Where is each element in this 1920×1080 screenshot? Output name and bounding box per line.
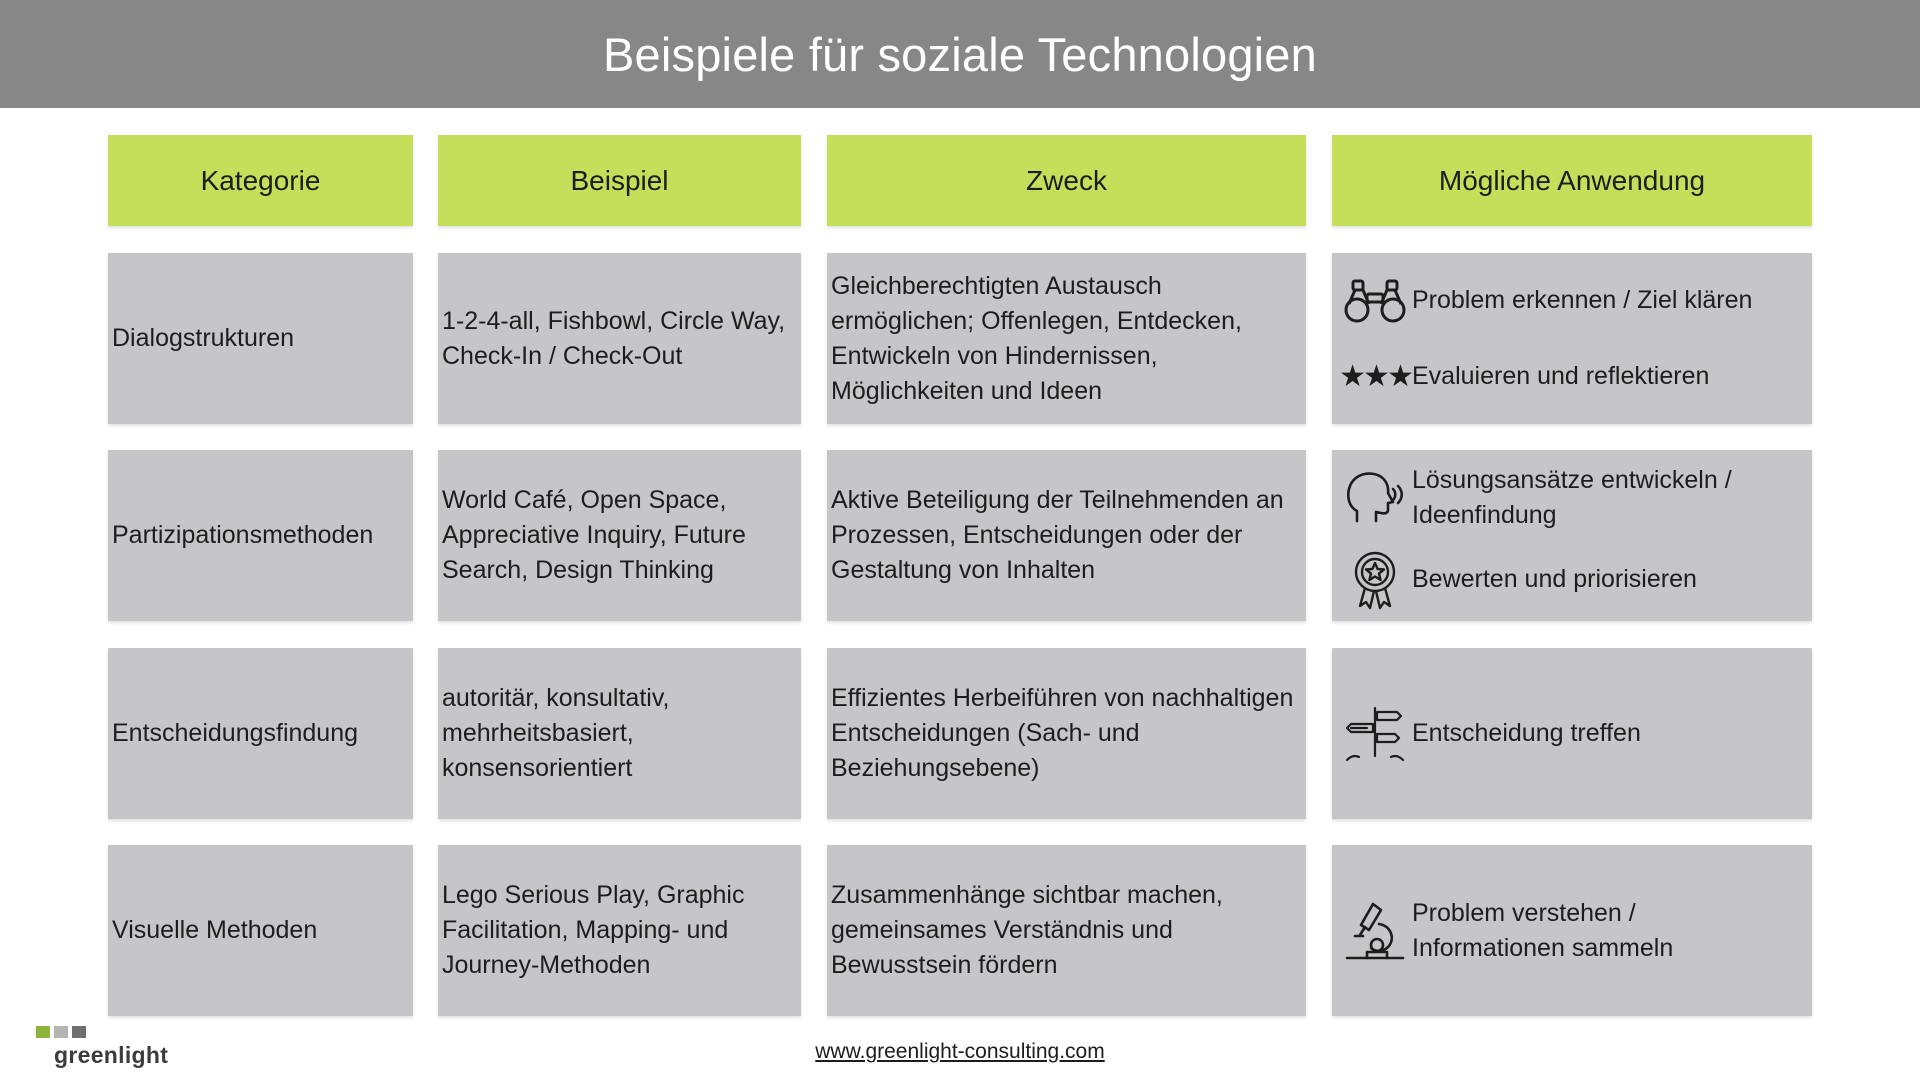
row-3-anwendung [1332, 648, 1812, 819]
beispiel-text: autoritär, konsultativ, mehrheitsbasiert, konsensorientiert [442, 684, 670, 782]
beispiel-text: World Café, Open Space, Appreciative Inquiry, Future Search, Design Thinking [442, 486, 746, 584]
kategorie-text: Partizipationsmethoden [112, 521, 374, 549]
kategorie-text: Entscheidungsfindung [112, 719, 359, 747]
row-3-beispiel [438, 648, 801, 819]
anwendung-label: Lösungsansätze entwickeln / Ideenfindung [1412, 465, 1732, 529]
anwendung-item [1338, 551, 1812, 609]
column-header-label: Beispiel [570, 165, 669, 196]
website-link[interactable]: www.greenlight-consulting.com [815, 1040, 1105, 1063]
logo-square [54, 1026, 68, 1038]
anwendung-label: Entscheidung treffen [1412, 719, 1641, 747]
column-header-kategorie [108, 135, 413, 226]
anwendung-label: Bewerten und priorisieren [1412, 565, 1697, 593]
anwendung-item [1338, 348, 1812, 406]
row-1-beispiel [438, 253, 801, 424]
column-header-beispiel [438, 135, 801, 226]
row-1-anwendung [1332, 253, 1812, 424]
zweck-text: Gleichberechtigten Austausch ermöglichen; Offenlegen, Entdecken, Entwickeln von Hindernissen, Möglichkeiten und Ideen [831, 271, 1242, 405]
anwendung-item [1338, 705, 1812, 763]
row-4-anwendung [1332, 845, 1812, 1016]
page-title: Beispiele für soziale Technologien [602, 27, 1317, 81]
anwendung-item [1338, 463, 1812, 533]
column-header-label: Zweck [1026, 165, 1107, 196]
award-badge-icon [1338, 551, 1412, 609]
zweck-text: Zusammenhänge sichtbar machen, gemeinsames Verständnis und Bewusstsein fördern [831, 881, 1223, 979]
beispiel-text: 1-2-4-all, Fishbowl, Circle Way, Check-In / Check-Out [442, 306, 786, 370]
anwendung-item [1338, 272, 1812, 330]
anwendung-label: Problem verstehen / Informationen sammeln [1412, 898, 1674, 962]
row-2-anwendung [1332, 450, 1812, 621]
column-header-label: Kategorie [200, 165, 321, 196]
three-stars-icon: ★★★ [1339, 359, 1411, 393]
column-header-zweck [827, 135, 1306, 226]
microscope-icon [1338, 902, 1412, 960]
row-1-kategorie [108, 253, 413, 424]
column-header-anwendung [1332, 135, 1812, 226]
row-2-beispiel [438, 450, 801, 621]
row-4-zweck [827, 845, 1306, 1016]
beispiel-text: Lego Serious Play, Graphic Facilitation, Mapping- und Journey-Methoden [442, 881, 745, 979]
logo-wordmark: greenlight [54, 1042, 169, 1068]
row-2-zweck [827, 450, 1306, 621]
column-header-label: Mögliche Anwendung [1438, 165, 1706, 196]
anwendung-label: Evaluieren und reflektieren [1412, 362, 1710, 390]
row-3-zweck [827, 648, 1306, 819]
signpost-icon [1338, 705, 1412, 763]
zweck-text: Effizientes Herbeiführen von nachhaltigen Entscheidungen (Sach- und Beziehungsebene) [831, 684, 1294, 782]
anwendung-label: Problem erkennen / Ziel klären [1412, 286, 1753, 314]
logo-square [36, 1026, 50, 1038]
row-1-zweck [827, 253, 1306, 424]
title-bar [0, 0, 1920, 108]
speaking-head-icon [1338, 469, 1412, 527]
zweck-text: Aktive Beteiligung der Teilnehmenden an Prozessen, Entscheidungen oder der Gestaltung von Inhalten [831, 486, 1284, 584]
row-2-kategorie [108, 450, 413, 621]
binoculars-icon [1338, 272, 1412, 330]
row-4-beispiel [438, 845, 801, 1016]
row-3-kategorie [108, 648, 413, 819]
kategorie-text: Visuelle Methoden [112, 916, 318, 944]
anwendung-item [1338, 896, 1812, 966]
row-4-kategorie [108, 845, 413, 1016]
logo-square [72, 1026, 86, 1038]
kategorie-text: Dialogstrukturen [112, 324, 295, 352]
